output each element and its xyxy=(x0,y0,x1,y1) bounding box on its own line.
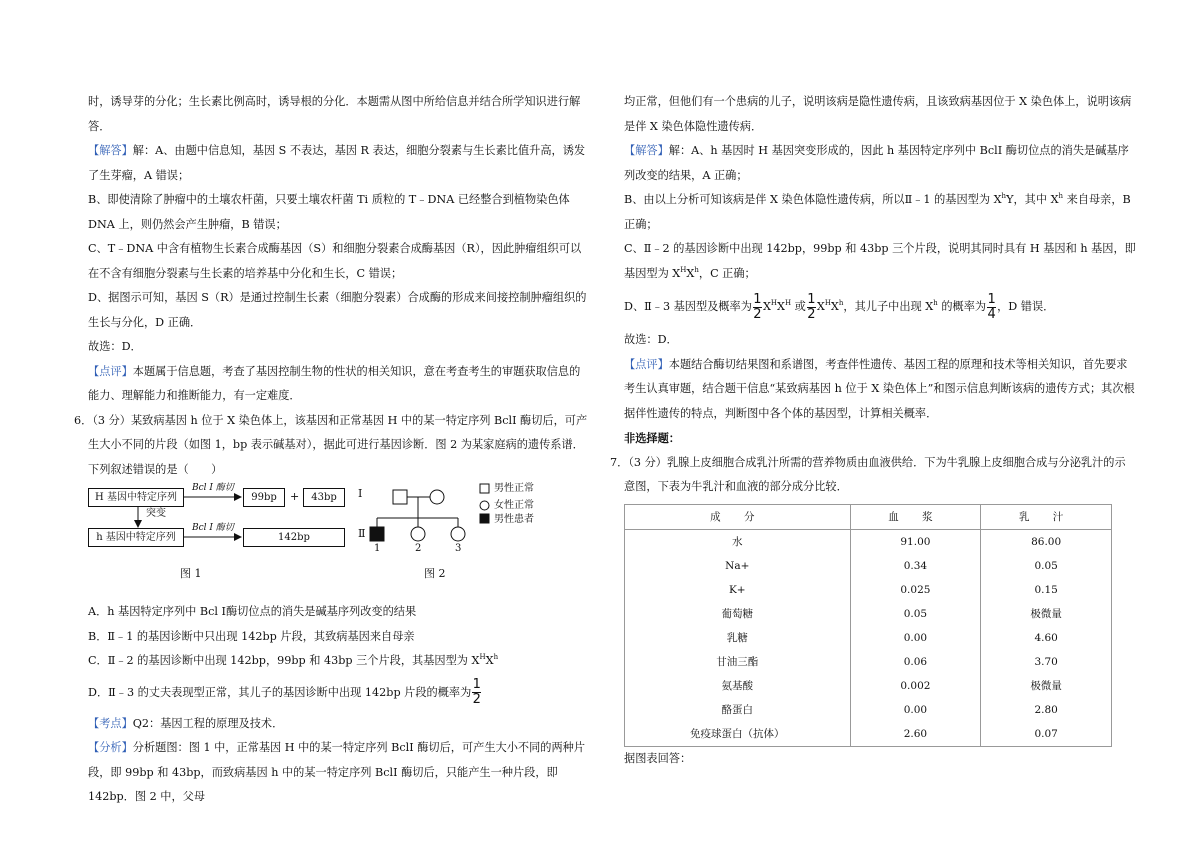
table-cell: 乳糖 xyxy=(625,626,851,650)
table-cell: K+ xyxy=(625,578,851,602)
table-cell: 水 xyxy=(625,529,851,554)
table-header-row xyxy=(625,504,1112,529)
legend-female-normal: 女性正常 xyxy=(494,500,534,511)
individual-1-number: 1 xyxy=(374,543,381,554)
table-row xyxy=(625,698,1112,722)
enzyme-label: Bcl I 酶切 xyxy=(192,483,234,493)
answer-b: B、即使清除了肿瘤中的土壤农杆菌，只要土壤农杆菌 Ti 质粒的 T﹣DNA 已经整合到植物染色体 DNA 上，则仍然会产生肿瘤，B 错误； xyxy=(88,193,570,231)
question-number: 6． xyxy=(74,413,93,427)
answer-d: D、Ⅱ﹣3 基因型及概率为 $\frac{1}{2}$ $X^HX^H$ 或 $\frac{1}{2}$ $X^HX^h$，其儿子中出现 $X^h$ 的概率为 $\frac{1}{4}$ ，D 错误． xyxy=(624,291,1055,322)
figure-2-caption: 图 2 xyxy=(424,567,446,580)
answer-a: 【解答】解：A、h 基因时 H 基因突变形成的，因此 h 基因特定序列中 BclI 酶切位点的消失是碱基序列改变的结果，A 正确； xyxy=(624,144,1129,182)
question-6: 6．（3 分）某致病基因 h 位于 X 染色体上，该基因和正常基因 H 中的某一特定序列 BclI 酶切后，可产生大小不同的片段（如图 1，bp 表示碱基对），据此可进行基因诊断．图 2 为某家庭病的遗传系谱．下列叙述错误的是（ ） xyxy=(74,413,588,476)
individual-3-number: 3 xyxy=(455,543,462,554)
fragment-142bp: 142bp xyxy=(243,528,345,547)
table-row xyxy=(625,529,1112,554)
table-cell: 极微量 xyxy=(981,602,1112,626)
table-cell: 免疫球蛋白（抗体） xyxy=(625,722,851,747)
option-a: A．h 基因特定序列中 Bcl Ⅰ酶切位点的消失是碱基序列改变的结果 xyxy=(88,605,417,618)
table-cell: 86.00 xyxy=(981,529,1112,554)
h-mutant-gene-box: h 基因中特定序列 xyxy=(88,528,184,547)
fragment-43bp: 43bp xyxy=(303,488,345,507)
table-row xyxy=(625,674,1112,698)
fraction: $\frac{1}{2}$ xyxy=(753,291,762,322)
knowledge-point: 【考点】Q2：基因工程的原理及技术． xyxy=(88,716,284,730)
analysis: 【分析】分析题图：图 1 中，正常基因 H 中的某一特定序列 BclI 酶切后，可产生大小不同的两种片段，即 99bp 和 43bp，而致病基因 h 中的某一特定序列 BclI 酶切后，只能产生一种片段，即 142bp．图 2 中，父母 xyxy=(88,741,586,803)
answer-d: D、据图示可知，基因 S（R）是通过控制生长素（细胞分裂素）合成酶的形成来间接控制肿瘤组织的生长与分化，D 正确． xyxy=(88,291,587,329)
answer-tag: 【解答】 xyxy=(624,144,669,157)
comparison-table xyxy=(624,504,1112,747)
table-row xyxy=(625,626,1112,650)
h-gene-box: H 基因中特定序列 xyxy=(88,488,184,507)
table-row xyxy=(625,602,1112,626)
fraction: $\frac{1}{4}$ xyxy=(987,291,996,322)
fragment-99bp: 99bp xyxy=(243,488,285,507)
answer-a: 【解答】解：A、由题中信息知，基因 S 不表达，基因 R 表达，细胞分裂素与生长素比值升高，诱发了生芽瘤，A 错误； xyxy=(88,144,586,182)
generation-2-label: Ⅱ xyxy=(358,527,366,540)
question-7: 7．（3 分）乳腺上皮细胞合成乳汁所需的营养物质由血液供给．下为牛乳腺上皮细胞合成与分泌乳汁的示意图，下表为牛乳汁和血液的部分成分比较． xyxy=(610,455,1126,493)
table-cell: 0.07 xyxy=(981,722,1112,747)
answer-b: B、由以上分析可知该病是伴 X 染色体隐性遗传病，所以Ⅱ﹣1 的基因型为 $X^hY$，其中 $X^h$ 来自母亲，B 正确； xyxy=(624,192,1131,231)
fraction: $\frac{1}{2}$ xyxy=(807,291,816,322)
figures xyxy=(88,482,588,600)
table-cell: 0.05 xyxy=(850,602,981,626)
table-cell: 0.00 xyxy=(850,698,981,722)
table-cell: 甘油三酯 xyxy=(625,650,851,674)
table-cell: Na+ xyxy=(625,554,851,578)
option-d: D．Ⅱ﹣3 的丈夫表现型正常，其儿子的基因诊断中出现 142bp 片段的概率为 $\frac{1}{2}$ xyxy=(88,677,481,707)
figure-1-caption: 图 1 xyxy=(180,567,202,580)
answer-c: C、Ⅱ﹣2 的基因诊断中出现 142bp，99bp 和 43bp 三个片段，说明其同时具有 H 基因和 h 基因，即基因型为 $X^HX^h$，C 正确； xyxy=(624,242,1136,280)
analysis-tag: 【分析】 xyxy=(88,741,133,754)
individual-2-number: 2 xyxy=(415,543,422,554)
table-cell: 葡萄糖 xyxy=(625,602,851,626)
comment: 【点评】本题属于信息题，考查了基因控制生物的性状的相关知识，意在考查考生的审题获取信息的能力、理解能力和推断能力，有一定难度． xyxy=(88,364,581,402)
table-row xyxy=(625,554,1112,578)
table-cell: 4.60 xyxy=(981,626,1112,650)
choose-line: 故选：D． xyxy=(624,333,678,346)
table-cell: 2.60 xyxy=(850,722,981,747)
table-cell: 0.025 xyxy=(850,578,981,602)
knowledge-tag: 【考点】 xyxy=(88,716,133,730)
comment-tag: 【点评】 xyxy=(88,364,133,378)
table-cell: 0.002 xyxy=(850,674,981,698)
table-cell: 0.06 xyxy=(850,650,981,674)
section-heading: 非选择题： xyxy=(624,431,680,445)
table-cell: 0.05 xyxy=(981,554,1112,578)
fraction: $\frac{1}{2}$ xyxy=(472,677,481,707)
right-column xyxy=(610,90,1136,771)
table-header: 血 浆 xyxy=(850,504,981,529)
table-cell: 2.80 xyxy=(981,698,1112,722)
table-header: 乳 汁 xyxy=(981,504,1112,529)
comment-tag: 【点评】 xyxy=(624,357,669,371)
answer-tag: 【解答】 xyxy=(88,144,133,157)
comment: 【点评】本题结合酶切结果图和系谱图，考查伴性遗传、基因工程的原理和技术等相关知识，首先要求考生认真审题，结合题干信息“某致病基因 h 位于 X 染色体上”和图示信息判断该病的遗传方式；其次根据伴性遗传的特点，判断图中各个体的基因型，计算相关概率． xyxy=(624,357,1135,420)
table-header: 成 分 xyxy=(625,504,851,529)
paragraph: 均正常，但他们有一个患病的儿子，说明该病是隐性遗传病，且该致病基因位于 X 染色体上，说明该病是伴 X 染色体隐性遗传病． xyxy=(624,95,1132,133)
option-c: C．Ⅱ﹣2 的基因诊断中出现 142bp，99bp 和 43bp 三个片段，其基因型为 $X^HX^h$ xyxy=(88,653,499,667)
left-column xyxy=(74,90,590,810)
choose-line: 故选：D． xyxy=(88,340,142,353)
table-body xyxy=(625,504,1112,746)
table-cell: 91.00 xyxy=(850,529,981,554)
table-cell: 0.00 xyxy=(850,626,981,650)
table-row xyxy=(625,578,1112,602)
table-cell: 0.15 xyxy=(981,578,1112,602)
legend-male-patient: 男性患者 xyxy=(494,514,534,525)
table-row xyxy=(625,650,1112,674)
table-cell: 氨基酸 xyxy=(625,674,851,698)
legend-male-normal: 男性正常 xyxy=(494,483,534,494)
generation-1-label: Ⅰ xyxy=(358,487,363,500)
question-number: 7． xyxy=(610,455,629,469)
mutation-label: 突变 xyxy=(146,508,166,519)
table-cell: 0.34 xyxy=(850,554,981,578)
table-cell: 酪蛋白 xyxy=(625,698,851,722)
table-row xyxy=(625,722,1112,747)
closing-line: 据图表回答： xyxy=(624,751,692,765)
plus-sign: + xyxy=(290,490,300,503)
option-b: B．Ⅱ﹣1 的基因诊断中只出现 142bp 片段，其致病基因来自母亲 xyxy=(88,629,415,643)
enzyme-label: Bcl I 酶切 xyxy=(192,523,234,533)
table-cell: 极微量 xyxy=(981,674,1112,698)
paragraph: 时，诱导芽的分化；生长素比例高时，诱导根的分化．本题需从图中所给信息并结合所学知识进行解答． xyxy=(88,95,581,133)
table-cell: 3.70 xyxy=(981,650,1112,674)
answer-c: C、T﹣DNA 中含有植物生长素合成酶基因（S）和细胞分裂素合成酶基因（R），因此肿瘤组织可以在不含有细胞分裂素与生长素的培养基中分化和生长，C 错误； xyxy=(88,242,582,280)
